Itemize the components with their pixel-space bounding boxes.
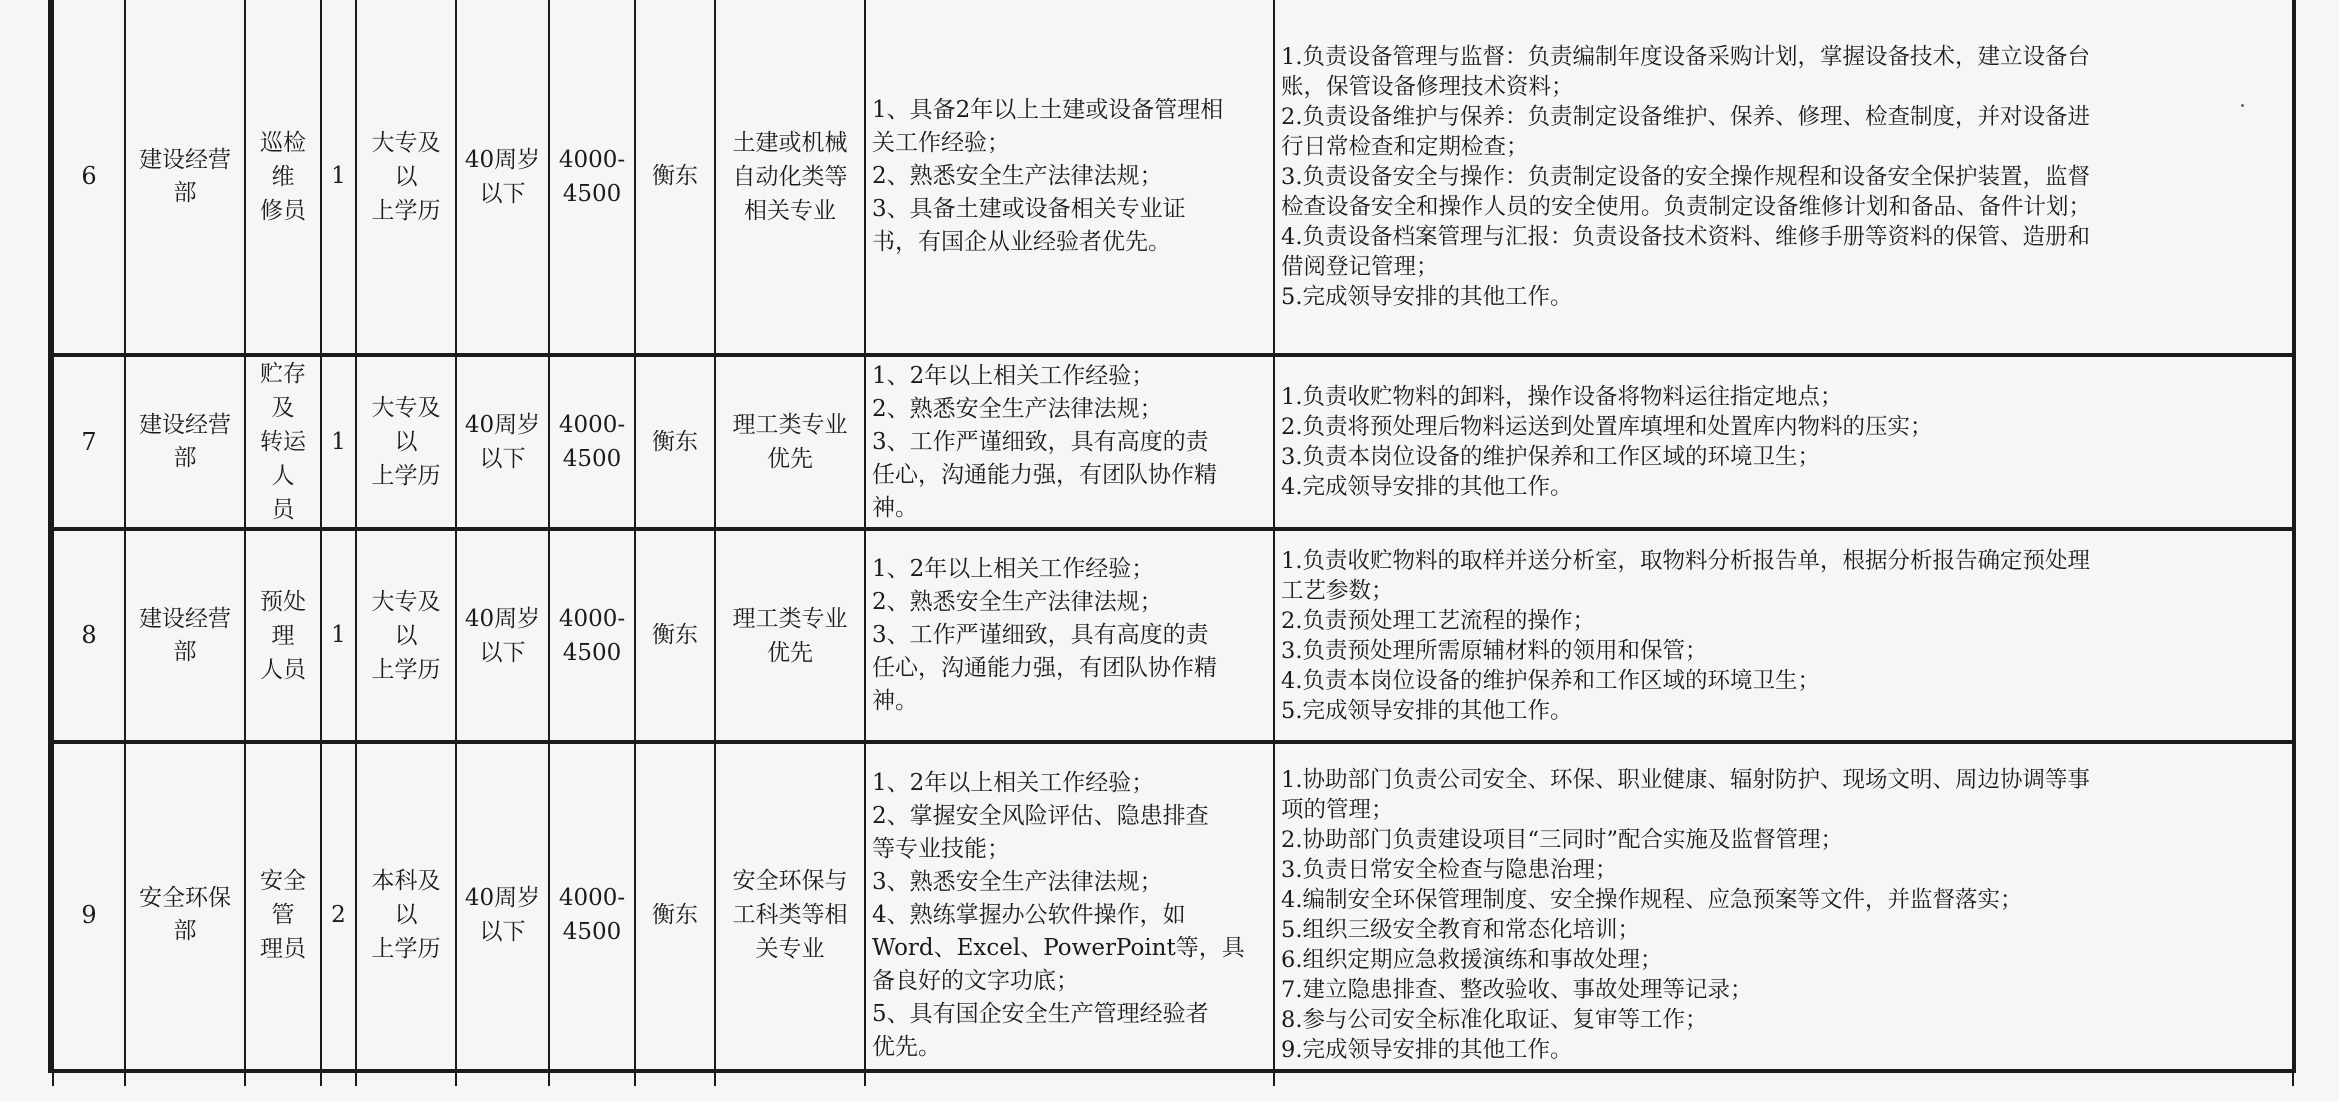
duty-line: 2.负责将预处理后物料运送到处置库填埋和处置库内物料的压实； (1281, 414, 1933, 440)
age-line: 40周岁 (464, 605, 541, 632)
duty-line: 5.完成领导安排的其他工作。 (1281, 283, 1573, 310)
duty-line: 2.负责预处理工艺流程的操作； (1281, 607, 1595, 634)
age-cell (456, 742, 549, 1086)
education-line: 上学历 (371, 197, 441, 224)
education-line: 上学历 (371, 936, 441, 962)
department: 建设经营部 (125, 529, 245, 742)
duty-line: 2.协助部门负责建设项目“三同时”配合实施及监督管理； (1281, 827, 1843, 853)
education-cell (356, 0, 456, 355)
duty-line: 1.负责设备管理与监督：负责编制年度设备采购计划，掌握设备技术，建立设备台 (1281, 43, 2090, 70)
major-line: 关专业 (755, 936, 825, 962)
education-line: 大专及以 (371, 395, 441, 455)
duty-line: 4.完成领导安排的其他工作。 (1281, 474, 1573, 500)
requirement-line: 神。 (872, 688, 918, 714)
age-line: 40周岁 (464, 146, 541, 173)
requirement-line: 2、熟悉安全生产法律法规； (872, 163, 1163, 189)
position-line: 理员 (260, 936, 306, 962)
position-cell (245, 742, 321, 1086)
duties-cell (1274, 0, 2293, 355)
requirement-line: 书，有国企从业经验者优先。 (872, 229, 1171, 255)
major-line: 理工类专业 (732, 605, 848, 632)
requirement-line: 2、掌握安全风险评估、隐患排查 (872, 802, 1209, 829)
education-line: 本科及以 (371, 868, 441, 928)
position-line: 人员 (260, 656, 306, 683)
education-cell (356, 529, 456, 742)
major-line: 安全环保与 (732, 868, 848, 894)
age-cell (456, 355, 549, 529)
table-row (53, 355, 2293, 529)
headcount: 1 (321, 355, 356, 529)
work-location: 衡东 (635, 0, 715, 355)
position-cell (245, 0, 321, 355)
position-line: 巡检维 (260, 129, 306, 190)
salary-cell (549, 529, 635, 742)
duty-line: 项的管理； (1281, 797, 1394, 823)
requirement-line: 1、2年以上相关工作经验； (872, 362, 1155, 389)
position-cell (245, 355, 321, 529)
duty-line: 检查设备安全和操作人员的安全使用。负责制定设备维修计划和备品、备件计划； (1281, 193, 2092, 220)
requirement-line: 1、2年以上相关工作经验； (872, 556, 1155, 582)
headcount: 1 (321, 0, 356, 355)
scan-speck (2241, 104, 2244, 107)
position-line: 转运人 (260, 429, 306, 489)
requirement-line: 3、工作严谨细致，具有高度的责 (872, 428, 1209, 455)
duty-line: 5.组织三级安全教育和常态化培训； (1281, 917, 1640, 943)
salary-line: 4000- (558, 885, 626, 911)
salary-line: 4500 (562, 639, 622, 666)
duties-cell (1274, 529, 2293, 742)
headcount: 2 (321, 742, 356, 1086)
work-location: 衡东 (635, 742, 715, 1086)
requirement-line: 2、熟悉安全生产法律法规； (872, 395, 1163, 422)
duty-line: 借阅登记管理； (1281, 253, 1439, 280)
duties-cell (1274, 742, 2293, 1086)
requirement-line: 1、具备2年以上土建或设备管理相 (872, 97, 1224, 123)
recruitment-table-sheet (48, 0, 2296, 1073)
duty-line: 1.负责收贮物料的取样并送分析室，取物料分析报告单，根据分析报告确定预处理 (1281, 547, 2090, 574)
education-line: 上学历 (371, 463, 441, 489)
duty-line: 1.协助部门负责公司安全、环保、职业健康、辐射防护、现场文明、周边协调等事 (1281, 767, 2090, 793)
duty-line: 工艺参数； (1281, 577, 1394, 604)
table-body (53, 0, 2293, 1086)
salary-cell (549, 0, 635, 355)
major-cell (715, 742, 865, 1086)
major-line: 优先 (767, 446, 813, 472)
age-line: 以下 (479, 919, 526, 945)
work-location: 衡东 (635, 529, 715, 742)
salary-line: 4500 (562, 919, 622, 945)
salary-line: 4000- (558, 605, 626, 632)
duty-line: 3.负责预处理所需原辅材料的领用和保管； (1281, 637, 1708, 664)
salary-line: 4000- (558, 146, 626, 173)
requirement-line: 神。 (872, 494, 918, 521)
duty-line: 4.负责本岗位设备的维护保养和工作区域的环境卫生； (1281, 667, 1820, 694)
requirement-line: 备良好的文字功底； (872, 967, 1079, 994)
salary-line: 4000- (558, 412, 626, 438)
major-cell (715, 529, 865, 742)
position-line: 安全管 (260, 868, 306, 928)
major-line: 自动化类等 (732, 163, 848, 190)
duty-line: 4.编制安全环保管理制度、安全操作规程、应急预案等文件，并监督落实； (1281, 887, 2023, 913)
duty-line: 3.负责日常安全检查与隐患治理； (1281, 857, 1618, 883)
duty-line: 3.负责本岗位设备的维护保养和工作区域的环境卫生； (1281, 444, 1820, 470)
duty-line: 3.负责设备安全与操作：负责制定设备的安全操作规程和设备安全保护装置，监督 (1281, 163, 2090, 190)
requirement-line: 等专业技能； (872, 835, 1010, 862)
duty-line: 6.组织定期应急救援演练和事故处理； (1281, 947, 1663, 973)
major-line: 工科类等相 (732, 902, 848, 928)
position-cell (245, 529, 321, 742)
duty-line: 账，保管设备修理技术资料； (1281, 73, 1574, 100)
position-line: 修员 (260, 197, 306, 224)
requirement-line: 4、熟练掌握办公软件操作，如 (872, 901, 1186, 928)
duty-line: 1.负责收贮物料的卸料，操作设备将物料运往指定地点； (1281, 384, 1843, 410)
requirement-line: 2、熟悉安全生产法律法规； (872, 589, 1163, 615)
recruitment-table (52, 0, 2294, 1086)
duty-line: 9.完成领导安排的其他工作。 (1281, 1037, 1573, 1063)
requirements-cell (865, 355, 1274, 529)
position-line: 预处理 (260, 588, 306, 649)
major-cell (715, 0, 865, 355)
row-number: 7 (53, 355, 125, 529)
requirements-cell (865, 742, 1274, 1086)
duty-line: 8.参与公司安全标准化取证、复审等工作； (1281, 1007, 1708, 1033)
requirement-line: 1、2年以上相关工作经验； (872, 769, 1155, 796)
age-line: 40周岁 (464, 412, 541, 438)
major-line: 理工类专业 (732, 412, 848, 438)
duty-line: 5.完成领导安排的其他工作。 (1281, 697, 1573, 724)
requirement-line: 任心，沟通能力强，有团队协作精 (872, 461, 1217, 488)
row-number: 6 (53, 0, 125, 355)
salary-line: 4500 (562, 446, 622, 472)
education-line: 大专及以 (371, 129, 441, 190)
requirement-line: 5、具有国企安全生产管理经验者 (872, 1000, 1209, 1027)
position-line: 贮存及 (260, 361, 306, 421)
department: 建设经营部 (125, 0, 245, 355)
age-cell (456, 529, 549, 742)
requirement-line: 优先。 (872, 1033, 941, 1060)
table-row (53, 0, 2293, 355)
position-line: 员 (271, 497, 295, 523)
row-number: 9 (53, 742, 125, 1086)
requirements-cell (865, 529, 1274, 742)
major-cell (715, 355, 865, 529)
duty-line: 行日常检查和定期检查； (1281, 133, 1529, 160)
requirement-line: 3、工作严谨细致，具有高度的责 (872, 622, 1209, 648)
table-row (53, 529, 2293, 742)
age-line: 40周岁 (464, 885, 541, 911)
department: 安全环保部 (125, 742, 245, 1086)
education-cell (356, 742, 456, 1086)
salary-cell (549, 355, 635, 529)
education-cell (356, 355, 456, 529)
duty-line: 7.建立隐患排查、整改验收、事故处理等记录； (1281, 977, 1753, 1003)
major-line: 土建或机械 (732, 129, 848, 156)
age-line: 以下 (479, 180, 526, 207)
row-number: 8 (53, 529, 125, 742)
education-line: 上学历 (371, 656, 441, 683)
major-line: 相关专业 (744, 197, 836, 224)
salary-cell (549, 742, 635, 1086)
requirements-cell (865, 0, 1274, 355)
age-line: 以下 (479, 639, 526, 666)
headcount: 1 (321, 529, 356, 742)
salary-line: 4500 (562, 180, 622, 207)
education-line: 大专及以 (371, 588, 441, 649)
requirement-line: 关工作经验； (872, 130, 1010, 156)
requirement-line: 3、具备土建或设备相关专业证 (872, 196, 1186, 222)
duty-line: 2.负责设备维护与保养：负责制定设备维护、保养、修理、检查制度，并对设备进 (1281, 103, 2090, 130)
requirement-line: 任心，沟通能力强，有团队协作精 (872, 655, 1217, 681)
duties-cell (1274, 355, 2293, 529)
requirement-line: Word、Excel、PowerPoint等，具 (872, 934, 1245, 961)
work-location: 衡东 (635, 355, 715, 529)
major-line: 优先 (767, 639, 813, 666)
requirement-line: 3、熟悉安全生产法律法规； (872, 868, 1163, 895)
department: 建设经营部 (125, 355, 245, 529)
duty-line: 4.负责设备档案管理与汇报：负责设备技术资料、维修手册等资料的保管、造册和 (1281, 223, 2090, 250)
table-row (53, 742, 2293, 1086)
age-line: 以下 (479, 446, 526, 472)
age-cell (456, 0, 549, 355)
